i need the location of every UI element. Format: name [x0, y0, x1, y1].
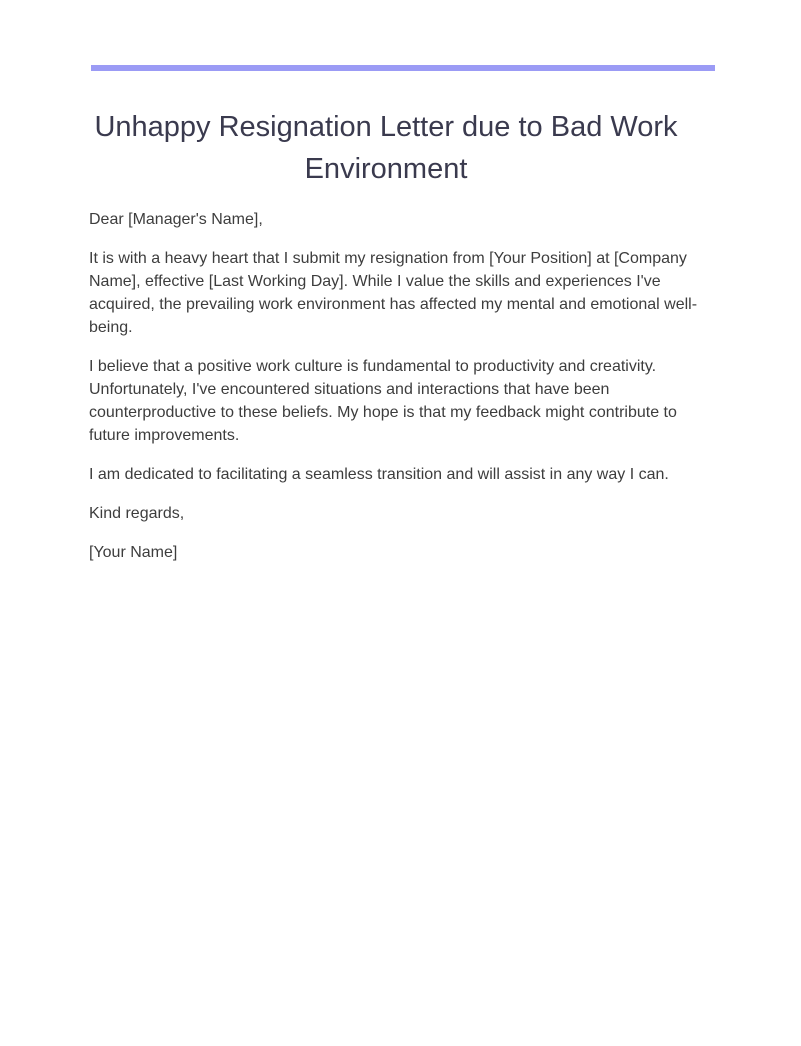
closing: Kind regards, — [89, 505, 185, 522]
salutation: Dear [Manager's Name], — [89, 211, 263, 228]
page-title: Unhappy Resignation Letter due to Bad Work Environment — [94, 111, 678, 185]
paragraph-1: It is with a heavy heart that I submit my resignation from [Your Position] at [Company Name], effective [Last Working Day]. While I value the skills and experiences I've acquired, the prevailing work environment has affected my mental and emotional well-being. — [89, 250, 698, 336]
letter-body — [89, 208, 709, 580]
paragraph-2: I believe that a positive work culture is fundamental to productivity and creativity. Unfortunately, I've encountered situations and interactions that have been counterproductive to these beliefs. My hope is that my feedback might contribute to future improvements. — [89, 358, 677, 444]
paragraph-3: I am dedicated to facilitating a seamless transition and will assist in any way I can. — [89, 466, 669, 483]
accent-bar — [91, 65, 715, 71]
signature: [Your Name] — [89, 544, 178, 561]
